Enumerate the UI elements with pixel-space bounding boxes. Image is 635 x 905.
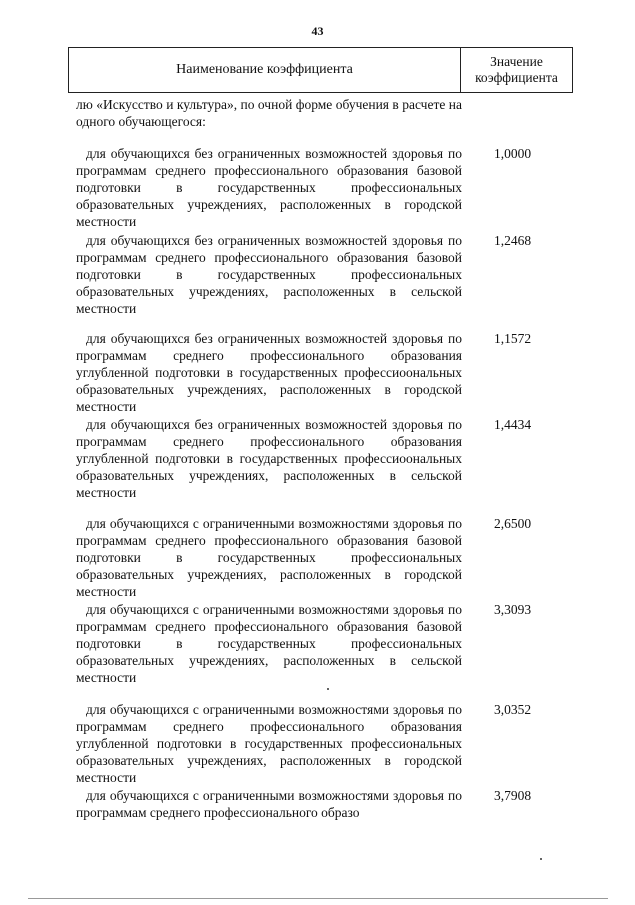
row-coefficient-value: 2,6500 (494, 516, 532, 531)
row-coefficient-value: 1,0000 (494, 146, 532, 161)
page-number: 43 (311, 24, 324, 38)
row-coefficient-value: 1,1572 (494, 331, 532, 346)
row-coefficient-value: 1,4434 (494, 417, 532, 432)
row-description: для обучающихся без ограниченных возможностей здоровья по программам среднего профессионального образования углубленной подготовки в государственных профессиоональных образовательных учреждениях, расположенных в сельской местности (76, 417, 462, 500)
scan-speck (540, 858, 542, 860)
row-description: для обучающихся с ограниченными возможностями здоровья по программам среднего профессионального образования углубленной подготовки в государственных профессиональных образовательных учреждениях, расположенных в городской местности (76, 702, 462, 785)
row-coefficient-value: 3,7908 (494, 788, 532, 803)
row-description: для обучающихся без ограниченных возможностей здоровья по программам среднего профессионального образования базовой подготовки в государственных профессиональных образовательных учреждениях, расположенных в сельской местности (76, 233, 462, 316)
table-header (68, 47, 573, 93)
row-coefficient-value: 1,2468 (494, 233, 532, 248)
row-description: для обучающихся без ограниченных возможностей здоровья по программам среднего профессионального образования углубленной подготовки в государственных профессиоональных образовательных учреждениях, расположенных в городской местности (76, 331, 462, 414)
row-description: для обучающихся с ограниченными возможностями здоровья по программам среднего профессионального образования базовой подготовки в государственных профессиональных образовательных учреждениях, расположенных в городской местности (76, 516, 462, 599)
intro-text: лю «Искусство и культура», по очной форме обучения в расчете на одного обучающегося: (76, 97, 462, 129)
row-description: для обучающихся с ограниченными возможностями здоровья по программам среднего профессионального образования базовой подготовки в государственных профессиональных образовательных учреждениях, расположенных в сельской местности (76, 602, 462, 685)
scan-speck (327, 688, 329, 690)
row-description: для обучающихся с ограниченными возможностями здоровья по программам среднего профессионального образо (76, 788, 462, 820)
coefficient-name-header: Наименование коэффициента (176, 62, 353, 77)
row-description: для обучающихся без ограниченных возможностей здоровья по программам среднего профессионального образования базовой подготовки в государственных профессиональных образовательных учреждениях, расположенных в городской местности (76, 146, 462, 229)
row-coefficient-value: 3,3093 (494, 602, 532, 617)
row-coefficient-value: 3,0352 (494, 702, 532, 717)
coefficient-value-header: Значение коэффициента (475, 54, 558, 85)
scan-edge-line (28, 898, 608, 899)
